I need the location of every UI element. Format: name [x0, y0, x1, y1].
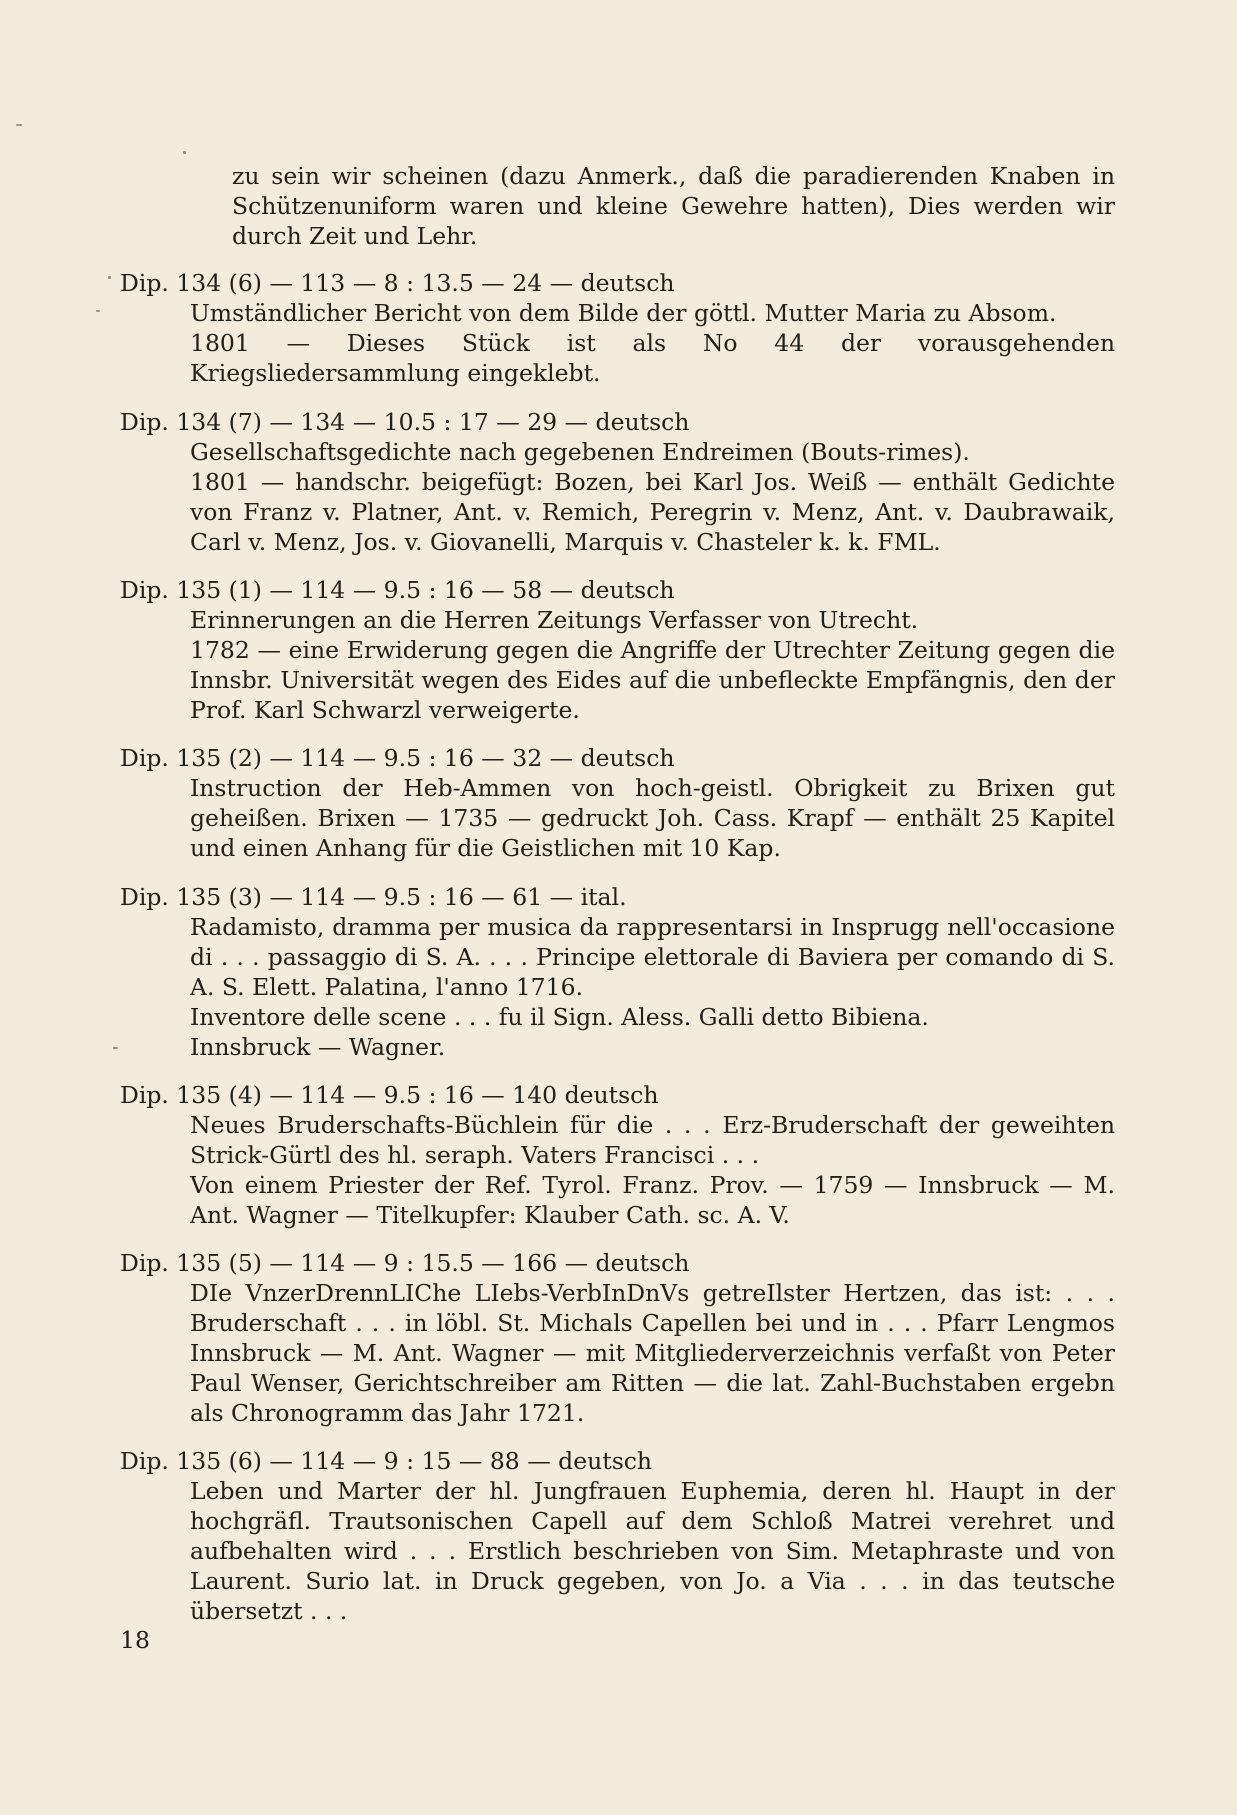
page-number: 18	[120, 1626, 150, 1654]
entry-line: 1801 — Dieses Stück ist als No 44 der vorausgehenden Kriegsliedersammlung eingeklebt.	[190, 329, 1115, 387]
entry-heading: Dip. 135 (3) — 114 — 9.5 : 16 — 61 — ital.	[120, 883, 627, 911]
entry-heading: Dip. 135 (5) — 114 — 9 : 15.5 — 166 — deutsch	[120, 1249, 690, 1277]
entry-description	[190, 298, 1115, 388]
entry-heading: Dip. 135 (6) — 114 — 9 : 15 — 88 — deutsch	[120, 1447, 653, 1475]
scan-speck	[113, 1047, 118, 1049]
entry-heading: Dip. 134 (7) — 134 — 10.5 : 17 — 29 — deutsch	[120, 408, 690, 436]
catalog-entry	[120, 743, 1115, 863]
entry-line: Instruction der Heb-Ammen von hoch-geistl. Obrigkeit zu Brixen gut geheißen. Brixen — 1735 — gedruckt Joh. Cass. Krapf — enthält 25 Kapitel und einen Anhang für die Geistlichen mit 10 Kap.	[190, 774, 1115, 862]
entry-description	[190, 912, 1115, 1062]
entry-description	[190, 1278, 1115, 1428]
entry-heading: Dip. 135 (2) — 114 — 9.5 : 16 — 32 — deutsch	[120, 744, 675, 772]
entry-line: Umständlicher Bericht von dem Bilde der göttl. Mutter Maria zu Absom.	[190, 299, 1057, 327]
entry-heading: Dip. 135 (1) — 114 — 9.5 : 16 — 58 — deutsch	[120, 576, 675, 604]
entry-heading: Dip. 134 (6) — 113 — 8 : 13.5 — 24 — deutsch	[120, 269, 675, 297]
catalog-entry	[120, 268, 1115, 388]
entry-line: Erinnerungen an die Herren Zeitungs Verfasser von Utrecht.	[190, 606, 919, 634]
intro-paragraph: zu sein wir scheinen (dazu Anmerk., daß die paradierenden Knaben in Schützenuniform waren und kleine Gewehre hatten), Dies werden wir durch Zeit und Lehr.	[232, 162, 1115, 250]
entry-line: Von einem Priester der Ref. Tyrol. Franz. Prov. — 1759 — Innsbruck — M. Ant. Wagner — Titelkupfer: Klauber Cath. sc. A. V.	[190, 1171, 1115, 1229]
entry-heading: Dip. 135 (4) — 114 — 9.5 : 16 — 140 deutsch	[120, 1081, 659, 1109]
entry-description	[190, 437, 1115, 557]
entry-line: Leben und Marter der hl. Jungfrauen Euphemia, deren hl. Haupt in der hochgräfl. Trautsonischen Capell auf dem Schloß Matrei verehret und aufbehalten wird . . . Erstlich beschrieben von Sim. Metaphraste und von Laurent. Surio lat. in Druck gegeben, von Jo. a Via . . . in das teutsche übersetzt . . .	[190, 1477, 1115, 1625]
catalog-entry	[120, 882, 1115, 1062]
catalog-entry	[120, 1080, 1115, 1230]
entry-line: 1801 — handschr. beigefügt: Bozen, bei Karl Jos. Weiß — enthält Gedichte von Franz v. Platner, Ant. v. Remich, Peregrin v. Menz, Ant. v. Daubrawaik, Carl v. Menz, Jos. v. Giovanelli, Marquis v. Chasteler k. k. FML.	[190, 468, 1115, 556]
entry-description	[190, 773, 1115, 863]
entry-line: Radamisto, dramma per musica da rappresentarsi in Insprugg nell'occasione di . . . passaggio di S. A. . . . Principe elettorale di Baviera per comando di S. A. S. Elett. Palatina, l'anno 1716.	[190, 913, 1115, 1001]
scan-speck	[96, 310, 100, 312]
entry-description	[190, 605, 1115, 725]
entry-line: Inventore delle scene . . . fu il Sign. Aless. Galli detto Bibiena.	[190, 1003, 929, 1031]
scan-speck	[108, 276, 111, 279]
catalog-entry	[120, 1248, 1115, 1428]
entry-line: Neues Bruderschafts-Büchlein für die . . . Erz-Bruderschaft der geweihten Strick-Gürtl des hl. seraph. Vaters Francisci . . .	[190, 1111, 1115, 1169]
entry-description	[190, 1476, 1115, 1626]
catalog-entry	[120, 407, 1115, 557]
entry-line: 1782 — eine Erwiderung gegen die Angriffe der Utrechter Zeitung gegen die Innsbr. Universität wegen des Eides auf die unbefleckte Empfängnis, den der Prof. Karl Schwarzl verweigerte.	[190, 636, 1115, 724]
scan-speck	[16, 124, 22, 126]
catalog-entry	[120, 575, 1115, 725]
entry-line: Gesellschaftsgedichte nach gegebenen Endreimen (Bouts-rimes).	[190, 438, 970, 466]
entry-line: Innsbruck — Wagner.	[190, 1033, 446, 1061]
entry-line: DIe VnzerDrennLIChe LIebs-VerbInDnVs getreIlster Hertzen, das ist: . . . Bruderschaft . . . in löbl. St. Michals Capellen bei und in . . . Pfarr Lengmos Innsbruck — M. Ant. Wagner — mit Mitgliederverzeichnis verfaßt von Peter Paul Wenser, Gerichtschreiber am Ritten — die lat. Zahl-Buchstaben ergebn als Chronogramm das Jahr 1721.	[190, 1279, 1115, 1427]
entry-description	[190, 1110, 1115, 1230]
scan-speck	[183, 151, 186, 154]
catalog-entry	[120, 1446, 1115, 1626]
